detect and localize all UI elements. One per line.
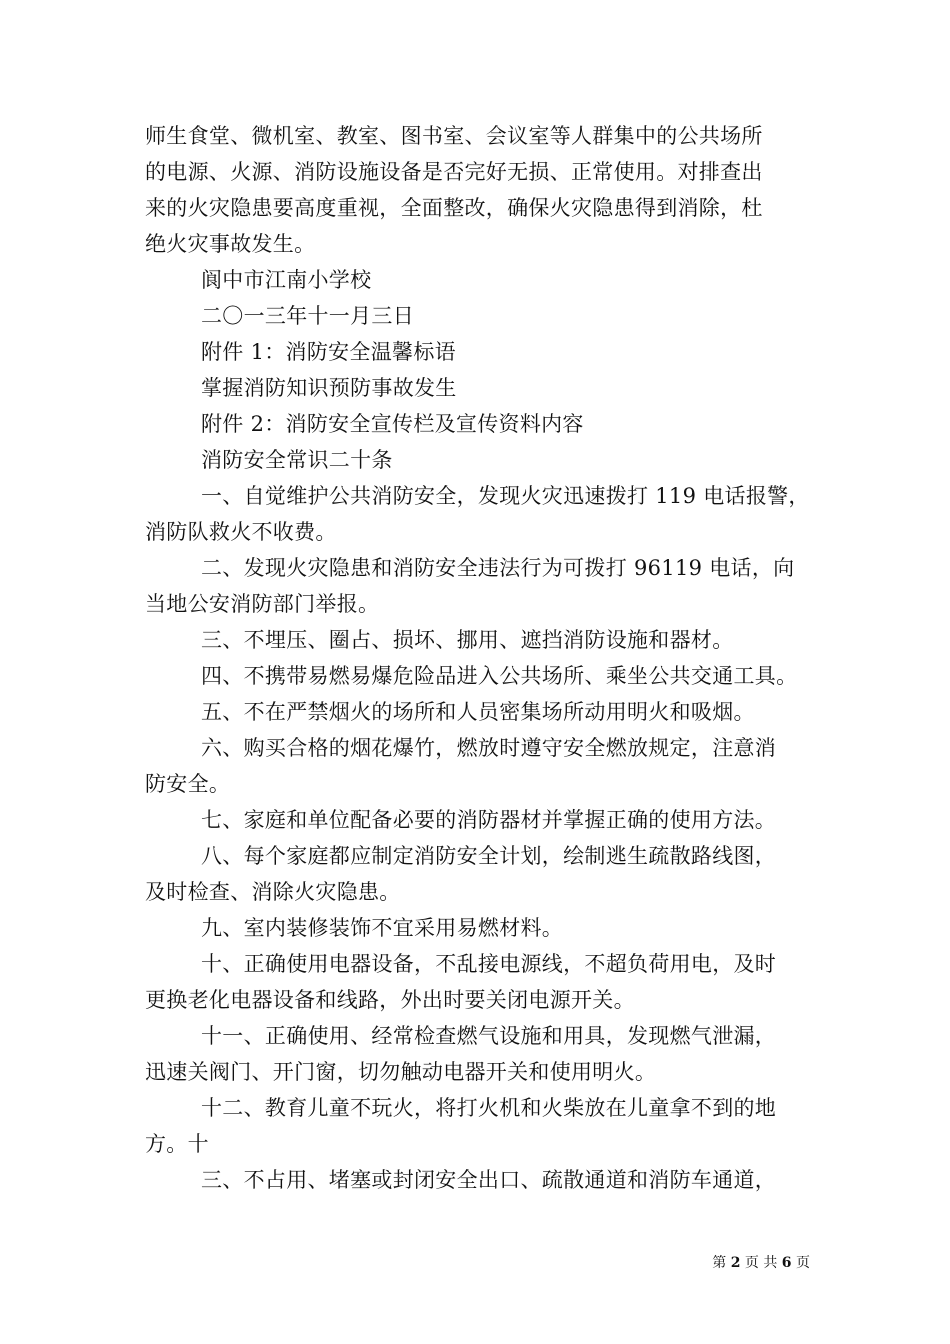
text-line: 七、家庭和单位配备必要的消防器材并掌握正确的使用方法。 xyxy=(201,808,777,832)
text-line: 五、不在严禁烟火的场所和人员密集场所动用明火和吸烟。 xyxy=(201,700,755,724)
text-line: 方。十 xyxy=(145,1132,209,1156)
text-line: 防安全。 xyxy=(145,772,231,796)
current-page-number: 2 xyxy=(730,1255,741,1271)
text-line: 二、发现火灾隐患和消防安全违法行为可拨打 96119 电话，向 xyxy=(201,556,795,580)
text-line: 附件 2：消防安全宣传栏及宣传资料内容 xyxy=(201,412,584,436)
footer-prefix: 第 xyxy=(712,1255,731,1271)
text-line: 十二、教育儿童不玩火，将打火机和火柴放在儿童拿不到的地 xyxy=(201,1096,777,1120)
text-line: 及时检查、消除火灾隐患。 xyxy=(145,880,401,904)
text-line: 二〇一三年十一月三日 xyxy=(201,304,414,328)
total-pages-number: 6 xyxy=(781,1255,792,1271)
text-line: 六、购买合格的烟花爆竹，燃放时遵守安全燃放规定，注意消 xyxy=(201,736,777,760)
text-line: 当地公安消防部门举报。 xyxy=(145,592,380,616)
page-footer xyxy=(700,1252,810,1272)
footer-suffix: 页 xyxy=(791,1255,810,1271)
text-line: 消防队救火不收费。 xyxy=(145,520,337,544)
text-line: 三、不占用、堵塞或封闭安全出口、疏散通道和消防车通道， xyxy=(201,1168,777,1192)
text-line: 绝火灾事故发生。 xyxy=(145,232,316,256)
text-line: 三、不埋压、圈占、损坏、挪用、遮挡消防设施和器材。 xyxy=(201,628,734,652)
text-line: 四、不携带易燃易爆危险品进入公共场所、乘坐公共交通工具。 xyxy=(201,664,798,688)
text-line: 消防安全常识二十条 xyxy=(201,448,393,472)
text-line: 师生食堂、微机室、教室、图书室、会议室等人群集中的公共场所 xyxy=(145,124,763,148)
document-body xyxy=(145,118,810,1198)
text-line: 掌握消防知识预防事故发生 xyxy=(201,376,457,400)
text-line: 九、室内装修装饰不宜采用易燃材料。 xyxy=(201,916,564,940)
text-line: 更换老化电器设备和线路，外出时要关闭电源开关。 xyxy=(145,988,635,1012)
text-line: 一、自觉维护公共消防安全，发现火灾迅速拨打 119 电话报警， xyxy=(201,484,810,508)
text-line: 十、正确使用电器设备，不乱接电源线，不超负荷用电，及时 xyxy=(201,952,777,976)
text-line: 十一、正确使用、经常检查燃气设施和用具，发现燃气泄漏， xyxy=(201,1024,777,1048)
text-line: 的电源、火源、消防设施设备是否完好无损、正常使用。对排查出 xyxy=(145,160,763,184)
text-line: 迅速关阀门、开门窗，切勿触动电器开关和使用明火。 xyxy=(145,1060,657,1084)
text-line: 阆中市江南小学校 xyxy=(201,268,372,292)
text-line: 附件 1：消防安全温馨标语 xyxy=(201,340,456,364)
text-line: 来的火灾隐患要高度重视，全面整改，确保火灾隐患得到消除，杜 xyxy=(145,196,763,220)
footer-middle: 页 共 xyxy=(740,1255,782,1271)
text-line: 八、每个家庭都应制定消防安全计划，绘制逃生疏散路线图， xyxy=(201,844,777,868)
